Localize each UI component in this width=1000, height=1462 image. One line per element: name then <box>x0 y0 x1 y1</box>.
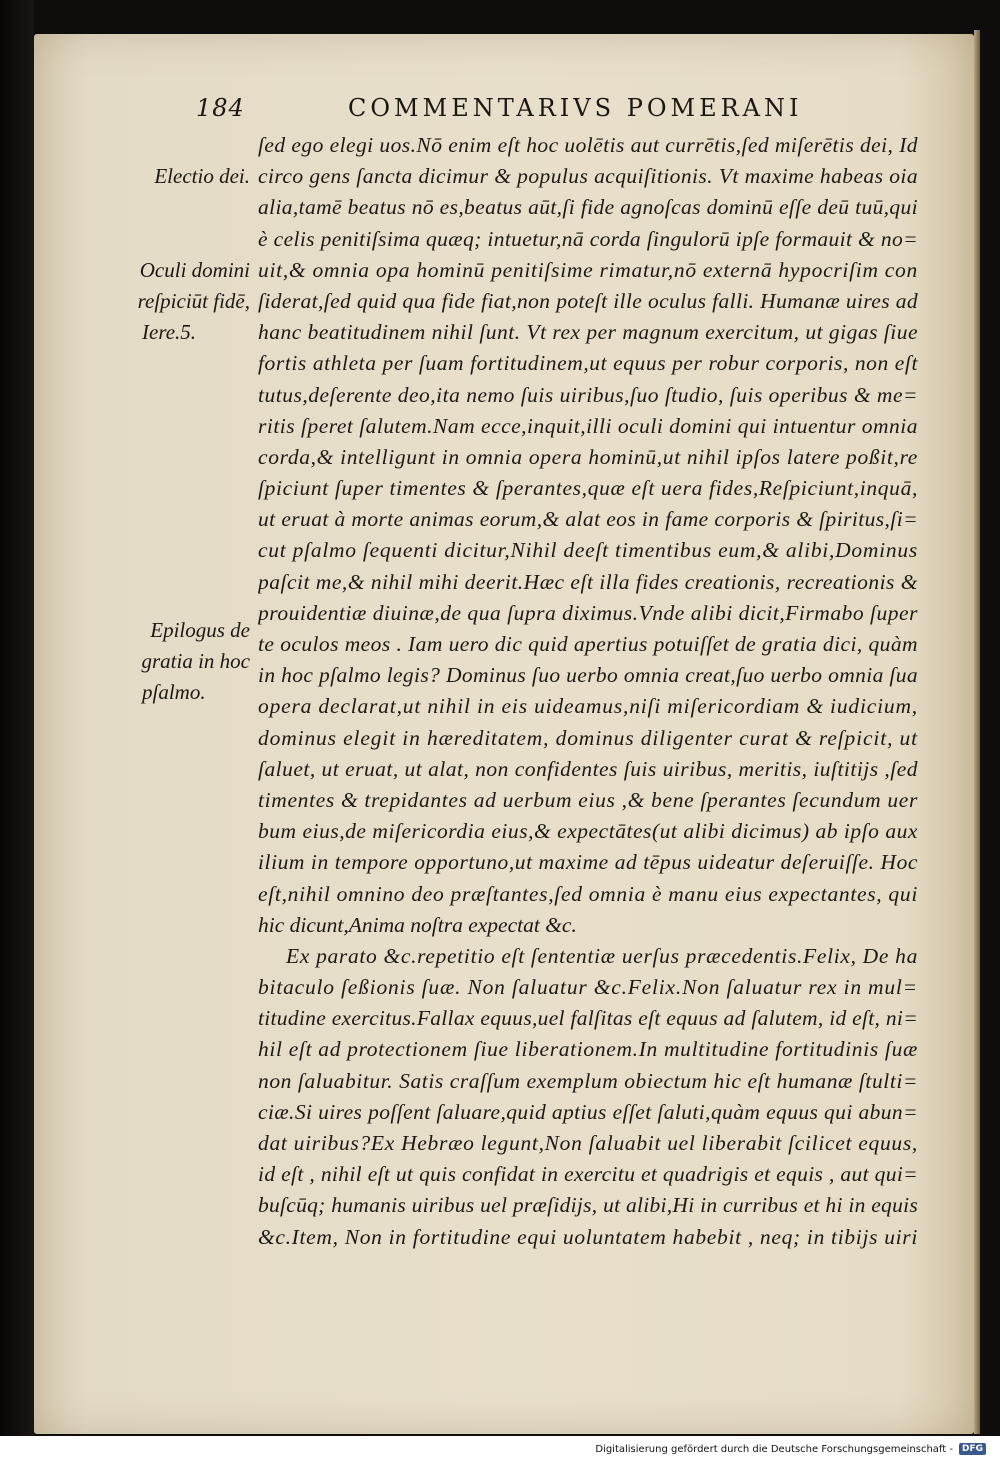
margin-note-line: Oculi domini <box>139 258 250 282</box>
dfg-logo: DFG <box>959 1443 986 1455</box>
text-line: ſed ego elegi uos.Nō enim eſt hoc uolētis aut currētis,ſed miſerētis dei, Id <box>258 133 918 157</box>
margin-note-epilogus <box>132 615 250 709</box>
margin-note-line: reſpiciūt fidē, <box>137 289 250 314</box>
text-line: uit,& omnia opa hominū penitiſsime rimatur,nō externā hypocriſim con <box>258 257 918 282</box>
text-line: ilium in tempore opportuno,ut maxime ad tēpus uideatur deſeruiſſe. Hoc <box>258 850 918 875</box>
text-line: timentes & trepidantes ad uerbum eius ,& bene ſperantes ſecundum uer <box>258 787 918 812</box>
text-line: id eſt , nihil eſt ut quis confidat in exercitu et quadrigis et equis , aut qui= <box>258 1162 918 1187</box>
margin-note-line: pſalmo. <box>142 680 206 705</box>
text-line: non ſaluabitur. Satis craſſum exemplum obiectum hic eſt humanæ ſtulti= <box>258 1068 918 1093</box>
text-line: ſiderat,ſed quid qua fide fiat,non poteſt ille oculus falli. Humanæ uires ad <box>258 288 918 313</box>
text-line: dat uiribus?Ex Hebræo legunt,Non ſaluabit uel liberabit ſcilicet equus, <box>258 1131 918 1155</box>
text-line: ſaluet, ut eruat, ut alat, non confidentes ſuis uiribus, meritis, iuſtitijs ,ſed <box>258 756 918 781</box>
page-number: 184 <box>196 94 245 122</box>
text-line: bitaculo ſeßionis ſuæ. Non ſaluatur &c.Felix.Non ſaluatur rex in mul= <box>258 975 918 1000</box>
text-line: buſcūq; humanis uiribus uel præſidijs, ut alibi,Hi in curribus et hi in equis <box>258 1193 918 1218</box>
text-line: ſpiciunt ſuper timentes & ſperantes,quæ eſt uera fides,Reſpiciunt,inquā, <box>258 476 918 501</box>
margin-note-line: Epilogus de <box>150 618 250 642</box>
text-line: paſcit me,& nihil mihi deerit.Hæc eſt illa fides creationis, recreationis & <box>258 569 918 594</box>
text-line: hic dicunt,Anima noſtra expectat &c. <box>258 912 577 937</box>
running-title: COMMENTARIVS POMERANI <box>348 94 803 122</box>
text-line: corda,& intelligunt in omnia opera hominū,ut nihil ipſos latere poßit,re <box>258 444 918 469</box>
text-line: alia,tamē beatus nō es,beatus aūt,ſi fide agnoſcas dominū eſſe deū tuū,qui <box>258 195 918 220</box>
text-line: te oculos meos . Iam uero dic quid apertius potuiſſet de gratia dici, quàm <box>258 632 918 656</box>
text-line: fortis athleta per ſuam fortitudinem,ut equus per robur corporis, non eſt <box>258 351 918 376</box>
text-line: prouidentiæ diuinæ,de qua ſupra diximus.Vnde alibi dicit,Firmabo ſuper <box>258 600 918 625</box>
margin-note-oculi <box>132 255 250 349</box>
text-line: ritis ſperet ſalutem.Nam ecce,inquit,illi oculi domini qui intuentur omnia <box>258 413 918 438</box>
binding-gutter <box>0 0 34 1462</box>
text-line: cut pſalmo ſequenti dicitur,Nihil deeſt timentibus eum,& alibi,Dominus <box>258 538 918 563</box>
text-line: ciæ.Si uires poſſent ſaluare,quid aptius eſſet ſaluti,quàm equus qui abun= <box>258 1099 918 1124</box>
text-line: ut eruat à morte animas eorum,& alat eos in fame corporis & ſpiritus,ſi= <box>258 507 918 532</box>
text-line: tutus,deſerente deo,ita nemo ſuis uiribus,ſuo ſtudio, ſuis operibus & me= <box>258 382 918 407</box>
text-line: hil eſt ad protectionem ſiue liberationem.In multitudine fortitudinis ſuæ <box>258 1037 918 1062</box>
text-line: dominus elegit in hæreditatem, dominus diligenter curat & reſpicit, ut <box>258 725 918 750</box>
text-line: è celis penitiſsima quæq; intuetur,nā corda ſingulorū ipſe formauit & no= <box>258 226 918 251</box>
funding-notice: Digitalisierung gefördert durch die Deutsche Forschungsgemeinschaft - <box>595 1443 953 1455</box>
text-line: Ex parato &c.repetitio eſt ſententiæ uerſus præcedentis.Felix, De ha <box>286 943 918 968</box>
footer <box>0 1438 990 1460</box>
margin-note-line: Iere.5. <box>142 320 197 345</box>
text-line: &c.Item, Non in fortitudine equi uoluntatem habebit , neq; in tibijs uiri <box>258 1224 918 1249</box>
main-text-block <box>258 130 920 1253</box>
text-line: bum eius,de miſericordia eius,& expectātes(ut alibi dicimus) ab ipſo aux <box>258 819 918 844</box>
margin-note-line: Electio dei. <box>154 164 250 188</box>
text-line: in hoc pſalmo legis? Dominus ſuo uerbo omnia creat,ſuo uerbo omnia ſua <box>258 663 918 688</box>
text-line: titudine exercitus.Fallax equus,uel falſitas eſt equus ad ſalutem, id eſt, ni= <box>258 1006 918 1031</box>
text-line: opera declarat,ut nihil in eis uideamus,niſi miſericordiam & iudicium, <box>258 694 918 719</box>
text-line: hanc beatitudinem nihil ſunt. Vt rex per magnum exercitum, ut gigas ſiue <box>258 320 918 345</box>
margin-note-electio <box>132 161 250 192</box>
margin-note-line: gratia in hoc <box>141 649 250 674</box>
text-line: eſt,nihil omnino deo præſtantes,ſed omnia è manu eius expectantes, qui <box>258 881 918 906</box>
running-head <box>0 88 1000 128</box>
page-edge <box>974 30 980 1434</box>
text-line: circo gens ſancta dicimur & populus acquiſitionis. Vt maxime habeas oia <box>258 164 918 189</box>
